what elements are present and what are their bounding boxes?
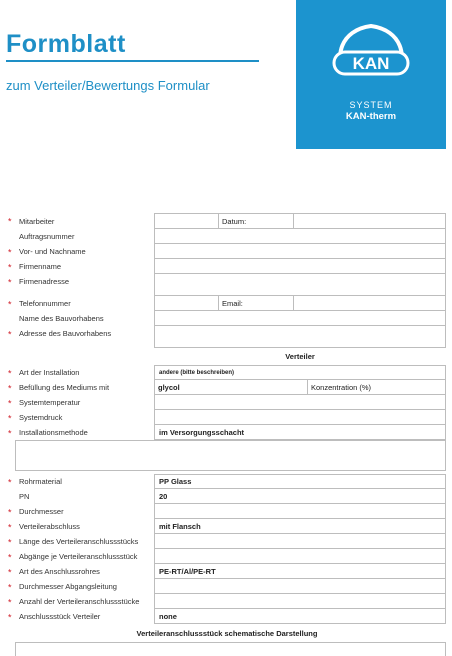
row-anschlussstueck xyxy=(8,609,446,624)
label-bauvorhaben-name: Name des Bauvorhabens xyxy=(19,314,104,323)
section-verteiler-heading: Verteiler xyxy=(285,352,315,361)
required-marker: * xyxy=(8,428,12,438)
row-pn xyxy=(8,489,446,504)
row-firmenadresse xyxy=(8,274,446,296)
anschlussrohre-select[interactable]: PE-RT/Al/PE-RT xyxy=(154,564,446,579)
label-rohrmaterial: Rohrmaterial xyxy=(19,477,62,486)
row-art-installation xyxy=(8,365,446,380)
logo-system-text: SYSTEM xyxy=(349,100,393,110)
label-name: Vor- und Nachname xyxy=(19,247,86,256)
logo-brand-text: KAN-therm xyxy=(345,111,397,122)
abgaenge-field[interactable] xyxy=(154,549,446,564)
row-durchmesser xyxy=(8,504,446,519)
row-abgaenge xyxy=(8,549,446,564)
title-underline xyxy=(6,60,259,62)
label-pn: PN xyxy=(19,492,30,501)
required-marker: * xyxy=(8,612,12,622)
datum-field[interactable] xyxy=(294,213,446,229)
telefon-field[interactable] xyxy=(154,296,219,311)
row-telefon xyxy=(8,296,446,311)
row-mitarbeiter xyxy=(8,213,446,229)
required-marker: * xyxy=(8,398,12,408)
art-installation-select[interactable]: andere (bitte beschreiben) xyxy=(154,365,446,380)
label-firmenname: Firmenname xyxy=(19,262,62,271)
label-anschlussrohre: Art des Anschlussrohres xyxy=(19,567,100,576)
label-durchmesser: Durchmesser xyxy=(19,507,64,516)
label-installationsmethode: Installationsmethode xyxy=(19,428,88,437)
laenge-field[interactable] xyxy=(154,534,446,549)
row-auftragsnummer xyxy=(8,229,446,244)
row-abgang-durchmesser xyxy=(8,579,446,594)
label-systemtemperatur: Systemtemperatur xyxy=(19,398,81,407)
abgang-durchmesser-field[interactable] xyxy=(154,579,446,594)
page-subtitle: zum Verteiler/Bewertungs Formular xyxy=(6,78,210,93)
label-auftragsnummer: Auftragsnummer xyxy=(19,232,75,241)
label-email: Email: xyxy=(219,296,294,311)
label-anschlussstueck: Anschlussstück Verteiler xyxy=(19,612,101,621)
rohrmaterial-select[interactable]: PP Glass xyxy=(154,474,446,489)
name-field[interactable] xyxy=(154,244,446,259)
label-abgang-durchmesser: Durchmesser Abgangsleitung xyxy=(19,582,117,591)
anzahl-field[interactable] xyxy=(154,594,446,609)
label-abgaenge: Abgänge je Verteileranschlussstück xyxy=(19,552,138,561)
kan-logo-lettering: KAN xyxy=(352,54,390,73)
label-telefon: Telefonnummer xyxy=(19,299,71,308)
required-marker: * xyxy=(8,567,12,577)
required-marker: * xyxy=(8,582,12,592)
page-title: Formblatt xyxy=(6,30,126,58)
required-marker: * xyxy=(8,413,12,423)
row-bauvorhaben-name xyxy=(8,311,446,326)
label-datum: Datum: xyxy=(219,213,294,229)
durchmesser-field[interactable] xyxy=(154,504,446,519)
required-marker: * xyxy=(8,299,12,309)
description-textarea[interactable] xyxy=(15,440,446,471)
row-anschlussrohre xyxy=(8,564,446,579)
label-verteilerabschluss: Verteilerabschluss xyxy=(19,522,80,531)
konzentration-field[interactable]: Konzentration (%) xyxy=(308,380,446,395)
systemdruck-field[interactable] xyxy=(154,410,446,425)
required-marker: * xyxy=(8,597,12,607)
label-medium: Befüllung des Mediums mit xyxy=(19,383,110,392)
label-art-installation: Art der Installation xyxy=(19,368,80,377)
required-marker: * xyxy=(8,477,12,487)
required-marker: * xyxy=(8,329,12,340)
bauvorhaben-adresse-field[interactable] xyxy=(154,326,446,348)
kan-logo-mark xyxy=(330,22,412,90)
label-anzahl: Anzahl der Verteileranschlussstücke xyxy=(19,597,140,606)
firmenname-field[interactable] xyxy=(154,259,446,274)
row-name xyxy=(8,244,446,259)
required-marker: * xyxy=(8,277,12,288)
pn-select[interactable]: 20 xyxy=(154,489,446,504)
medium-field[interactable]: glycol xyxy=(154,380,308,395)
required-marker: * xyxy=(8,537,12,547)
row-systemdruck xyxy=(8,410,446,425)
verteilerabschluss-select[interactable]: mit Flansch xyxy=(154,519,446,534)
row-rohrmaterial xyxy=(8,474,446,489)
systemtemperatur-field[interactable] xyxy=(154,395,446,410)
required-marker: * xyxy=(8,262,12,272)
schematic-box xyxy=(15,642,446,656)
anschlussstueck-select[interactable]: none xyxy=(154,609,446,624)
auftragsnummer-field[interactable] xyxy=(154,229,446,244)
email-field[interactable] xyxy=(294,296,446,311)
required-marker: * xyxy=(8,507,12,517)
label-firmenadresse: Firmenadresse xyxy=(19,277,70,286)
row-laenge xyxy=(8,534,446,549)
form xyxy=(8,213,446,656)
row-medium xyxy=(8,380,446,395)
required-marker: * xyxy=(8,216,12,227)
mitarbeiter-field[interactable] xyxy=(154,213,219,229)
row-anzahl xyxy=(8,594,446,609)
required-marker: * xyxy=(8,552,12,562)
label-laenge: Länge des Verteileranschlussstücks xyxy=(19,537,139,546)
label-systemdruck: Systemdruck xyxy=(19,413,63,422)
required-marker: * xyxy=(8,383,12,393)
section-schematic-heading: Verteileranschlussstück schematische Darstellung xyxy=(136,629,318,638)
row-verteilerabschluss xyxy=(8,519,446,534)
label-bauvorhaben-adresse: Adresse des Bauvorhabens xyxy=(19,329,112,338)
row-installationsmethode xyxy=(8,425,446,440)
kan-logo xyxy=(296,0,446,149)
required-marker: * xyxy=(8,522,12,532)
installationsmethode-select[interactable]: im Versorgungsschacht xyxy=(154,425,446,440)
required-marker: * xyxy=(8,368,12,378)
row-bauvorhaben-adresse xyxy=(8,326,446,348)
label-mitarbeiter: Mitarbeiter xyxy=(19,216,55,226)
row-systemtemperatur xyxy=(8,395,446,410)
required-marker: * xyxy=(8,247,12,257)
bauvorhaben-name-field[interactable] xyxy=(154,311,446,326)
firmenadresse-field[interactable] xyxy=(154,274,446,296)
row-firmenname xyxy=(8,259,446,274)
